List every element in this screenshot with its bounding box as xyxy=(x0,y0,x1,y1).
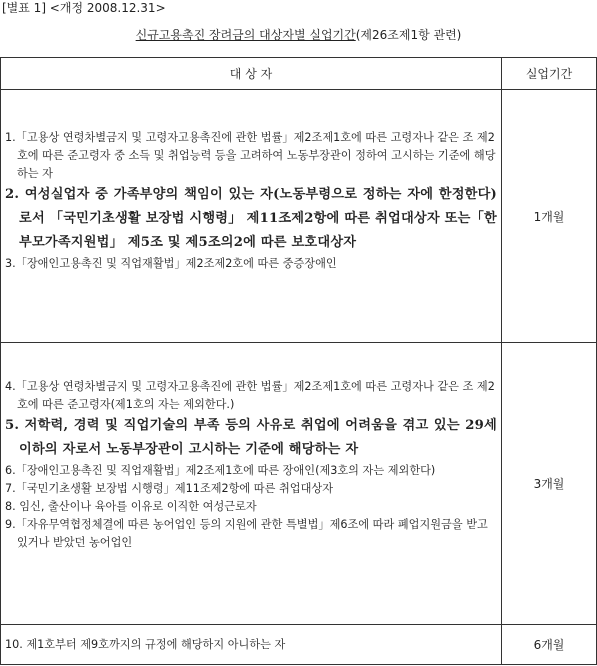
title-main: 신규고용촉진 장려금의 대상자별 실업기간 xyxy=(135,28,356,42)
list-item: 8. 임신, 출산이나 육아를 이유로 이직한 여성근로자 xyxy=(5,500,257,513)
target-cell xyxy=(1,90,502,343)
list-item: 10. 제1호부터 제9호까지의 규정에 해당하지 아니하는 자 xyxy=(5,637,286,651)
title-sub: (제26조제1항 관련) xyxy=(355,28,462,42)
list-item-emphasis: 5. 저학력, 경력 및 직업기술의 부족 등의 사유로 취업에 어려움을 겪고 있는 29세 이하의 자로서 노동부장관이 고시하는 기준에 해당하는 자 xyxy=(5,418,497,457)
header-target: 대 상 자 xyxy=(1,58,502,90)
table-header-row xyxy=(1,58,597,90)
annex-reference: [별표 1] <개정 2008.12.31> xyxy=(2,1,166,15)
table-row xyxy=(1,90,597,343)
eligibility-table xyxy=(0,57,597,665)
list-item: 7.「국민기초생활 보장법 시행령」제11조제2항에 따른 취업대상자 xyxy=(5,482,333,495)
header-period: 실업기간 xyxy=(502,58,597,90)
document-title xyxy=(0,27,597,43)
list-item: 1.「고용상 연령차별금지 및 고령자고용촉진에 관한 법률」제2조제1호에 따른 고령자나 같은 조 제2호에 따른 준고령자 중 소득 및 취업능력 등을 고려하여 노동부장관이 정하여 고시하는 기준에 해당하는 자 xyxy=(5,131,496,180)
table-row xyxy=(1,343,597,625)
table-row xyxy=(1,625,597,665)
target-cell xyxy=(1,625,502,665)
list-item: 3.「장애인고용촉진 및 직업재활법」제2조제2호에 따른 중증장애인 xyxy=(5,257,337,270)
period-cell: 3개월 xyxy=(502,343,597,625)
period-cell: 6개월 xyxy=(502,625,597,665)
target-cell xyxy=(1,343,502,625)
period-cell: 1개월 xyxy=(502,90,597,343)
list-item: 6.「장애인고용촉진 및 직업재활법」제2조제1호에 따른 장애인(제3호의 자는 제외한다) xyxy=(5,464,436,477)
list-item: 4.「고용상 연령차별금지 및 고령자고용촉진에 관한 법률」제2조제1호에 따른 고령자나 같은 조 제2호에 따른 준고령자(제1호의 자는 제외한다.) xyxy=(5,380,495,411)
list-item-emphasis: 2. 여성실업자 중 가족부양의 책임이 있는 자(노동부령으로 정하는 자에 한정한다)로서 「국민기초생활 보장법 시행령」 제11조제2항에 따른 취업대상자 또는「한부모가족지원법」 제5조 및 제5조의2에 따른 보호대상자 xyxy=(5,187,497,250)
list-item: 9.「자유무역협정체결에 따른 농어업인 등의 지원에 관한 특별법」제6조에 따라 폐업지원금을 받고 있거나 받았던 농어업인 xyxy=(5,518,488,549)
